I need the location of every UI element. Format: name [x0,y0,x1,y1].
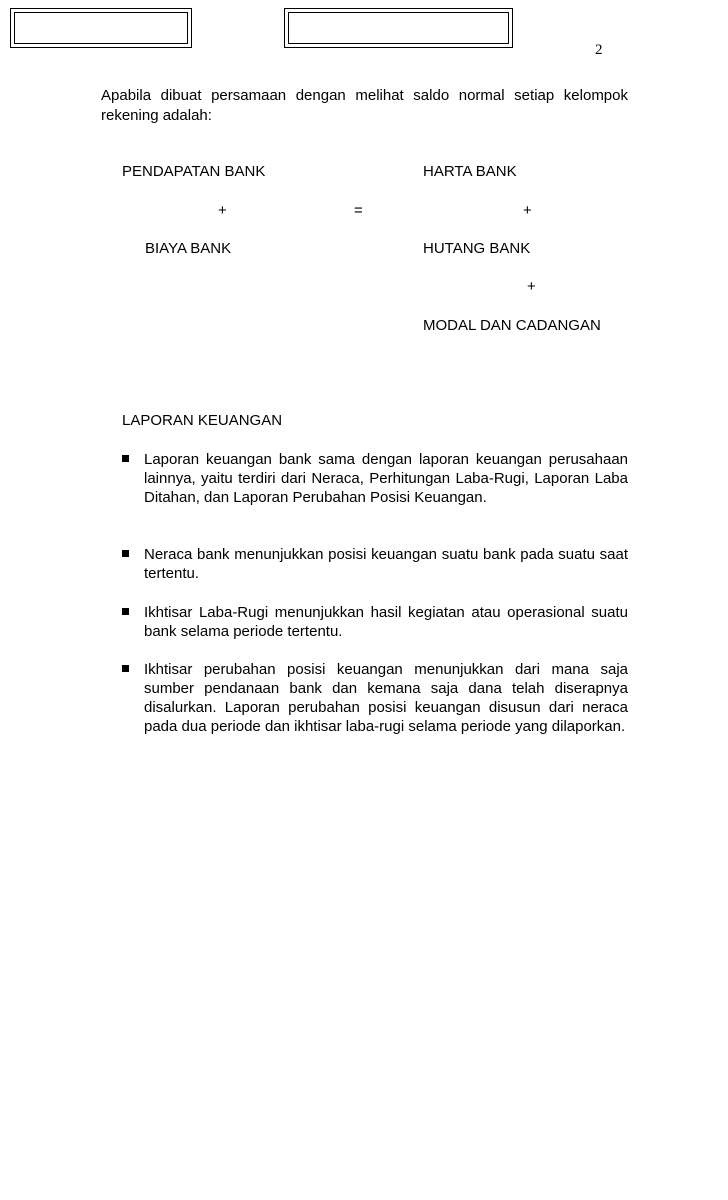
bullet-square-icon [122,455,129,462]
bullet-text: Ikhtisar perubahan posisi keuangan menunjukkan dari mana saja sumber pendanaan bank dan kemana saja dana telah diserapnya disalurkan. Laporan perubahan posisi keuangan disusun dari neraca pada dua periode dan ikhtisar laba-rugi selama periode yang dilaporkan. [144,661,628,735]
bullet-item-3 [122,603,628,641]
equation-right-bottom: MODAL DAN CADANGAN [423,317,601,334]
section-title: LAPORAN KEUANGAN [122,412,283,429]
header-box-right-inner [288,12,509,44]
equation-right-middle: HUTANG BANK [423,240,531,257]
bullet-item-4 [122,660,628,736]
intro-paragraph: Apabila dibuat persamaan dengan melihat saldo normal setiap kelompok rekening adalah: [101,87,628,124]
equation-equals: = [354,202,363,219]
bullet-text: Ikhtisar Laba-Rugi menunjukkan hasil kegiatan atau operasional suatu bank selama periode tertentu. [144,604,628,640]
header-box-left-inner [14,12,188,44]
bullet-text: Laporan keuangan bank sama dengan laporan keuangan perusahaan lainnya, yaitu terdiri dari Neraca, Perhitungan Laba-Rugi, Laporan Laba Ditahan, dan Laporan Perubahan Posisi Keuangan. [144,451,628,506]
bullet-square-icon [122,608,129,615]
bullet-square-icon [122,550,129,557]
equation-left-bottom: BIAYA BANK [145,240,232,257]
bullet-item-1 [122,450,628,507]
bullet-item-2 [122,545,628,583]
bullet-square-icon [122,665,129,672]
header-box-left [10,8,192,48]
equation-right-top: HARTA BANK [423,163,517,180]
equation-left-top: PENDAPATAN BANK [122,163,266,180]
equation-right-plus-1: + [523,202,532,219]
header-box-right [284,8,513,48]
bullet-text: Neraca bank menunjukkan posisi keuangan suatu bank pada suatu saat tertentu. [144,546,628,582]
page-number: 2 [595,42,603,58]
equation-right-plus-2: + [527,278,536,295]
equation-left-plus: + [218,202,227,219]
